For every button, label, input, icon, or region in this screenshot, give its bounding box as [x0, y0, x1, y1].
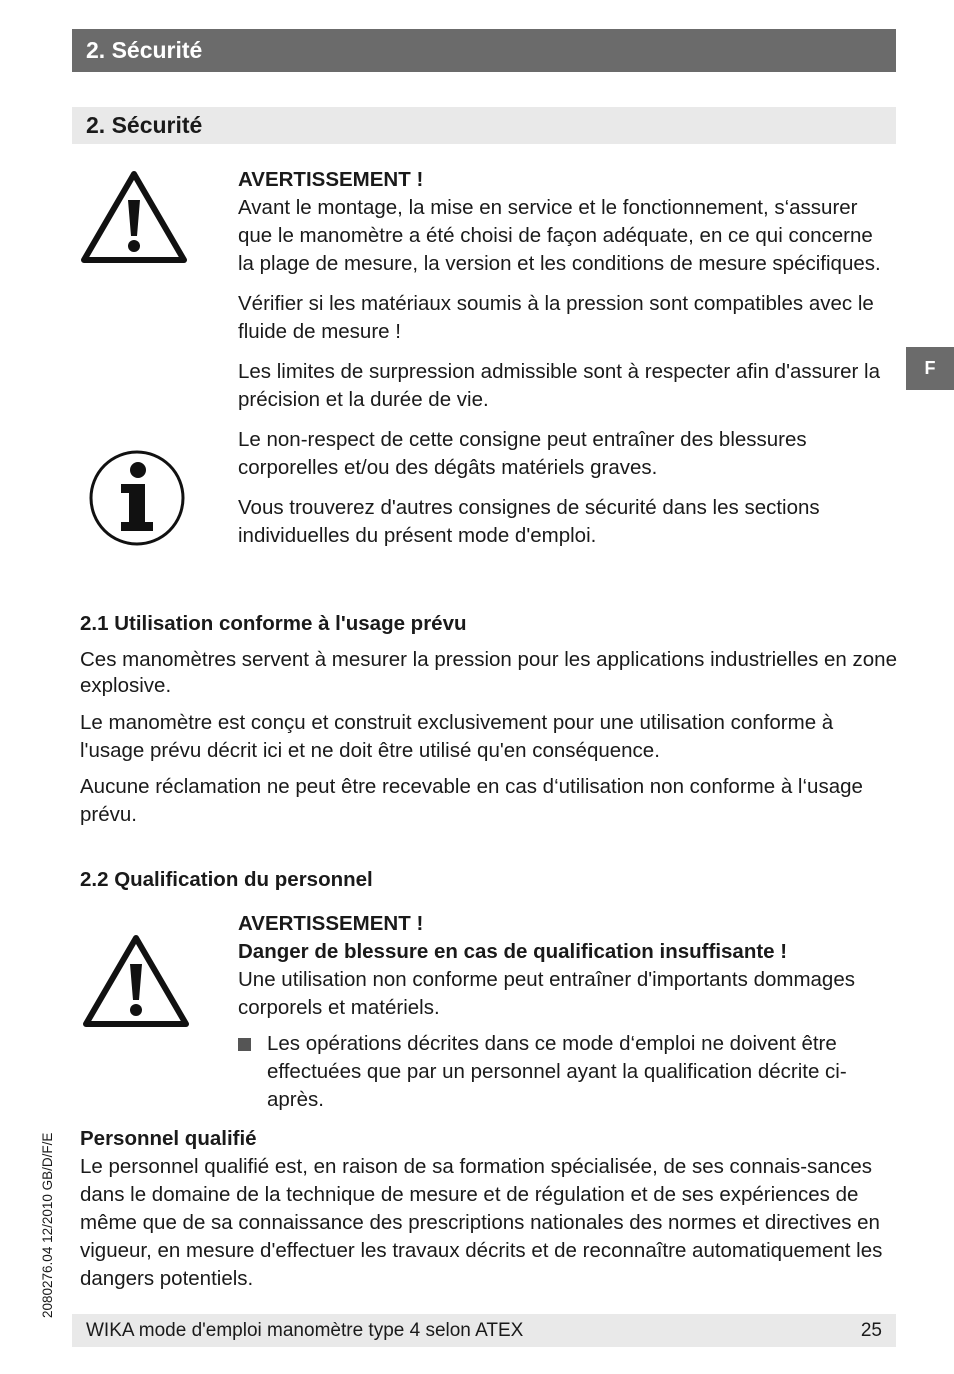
warning-text: Vérifier si les matériaux soumis à la pression sont compatibles avec le fluide de mesure !	[238, 292, 874, 343]
info-icon	[87, 448, 187, 548]
page-number: 25	[860, 1320, 882, 1341]
paragraph: Aucune réclamation ne peut être recevable en cas d‘utilisation non conforme à l‘usage prévu.	[80, 775, 863, 826]
language-tab: F	[906, 347, 954, 390]
section-title: 2. Sécurité	[72, 107, 896, 144]
qualified-text: Le personnel qualifié est, en raison de sa formation spécialisée, de ses connais-sances dans le domaine de la technique de mesure et de régulation et de ses expériences de même que de sa connaissance des prescriptions nationales des normes et directives en vigueur, en mesure d'effectuer les travaux décrits et de reconnaître automatiquement les dangers potentiels.	[80, 1155, 883, 1290]
warning-heading: AVERTISSEMENT !	[238, 168, 424, 191]
document-code: 2080276.04 12/2010 GB/D/F/E	[40, 1132, 55, 1318]
subsection-title: 2.1 Utilisation conforme à l'usage prévu	[80, 612, 467, 635]
page-header: 2. Sécurité	[72, 29, 896, 72]
bullet-item	[238, 1030, 888, 1114]
section-2-1	[80, 610, 898, 829]
warning-subheading: Danger de blessure en cas de qualification insuffisante !	[238, 940, 788, 963]
warning-triangle-icon	[82, 934, 190, 1029]
page-footer	[72, 1314, 896, 1347]
subsection-title: 2.2 Qualification du personnel	[80, 868, 373, 891]
warning-text: Avant le montage, la mise en service et le fonctionnement, s‘assurer que le manomètre a été choisi de façon adéquate, en ce qui concerne la plage de mesure, la version et les conditions de mesure spécifiques.	[238, 196, 881, 275]
warning-text: Le non-respect de cette consigne peut entraîner des blessures corporelles et/ou des dégâts matériels graves.	[238, 428, 807, 479]
qualified-personnel-block	[80, 1125, 898, 1293]
warning-text: Les limites de surpression admissible sont à respecter afin d'assurer la précision et la durée de vie.	[238, 360, 880, 411]
warning-text: Vous trouverez d'autres consignes de sécurité dans les sections individuelles du présent mode d'emploi.	[238, 496, 820, 547]
warning-triangle-icon	[80, 170, 188, 265]
paragraph: Ces manomètres servent à mesurer la pression pour les applications industrielles en zone explosive.	[80, 648, 897, 697]
warning-text: Une utilisation non conforme peut entraîner d'importants dommages corporels et matériels.	[238, 968, 855, 1019]
warning-block-1	[238, 166, 888, 550]
warning-block-2	[238, 910, 888, 1114]
footer-title: WIKA mode d'emploi manomètre type 4 selon ATEX	[86, 1320, 524, 1341]
warning-heading: AVERTISSEMENT !	[238, 912, 424, 935]
paragraph: Le manomètre est conçu et construit exclusivement pour une utilisation conforme à l'usage prévu décrit ici et ne doit être utilisé qu'en conséquence.	[80, 711, 834, 762]
bullet-text: Les opérations décrites dans ce mode d‘emploi ne doivent être effectuées que par un personnel ayant la qualification décrite ci-après.	[267, 1032, 847, 1111]
qualified-heading: Personnel qualifié	[80, 1127, 257, 1150]
bullet-square-icon	[238, 1038, 251, 1051]
